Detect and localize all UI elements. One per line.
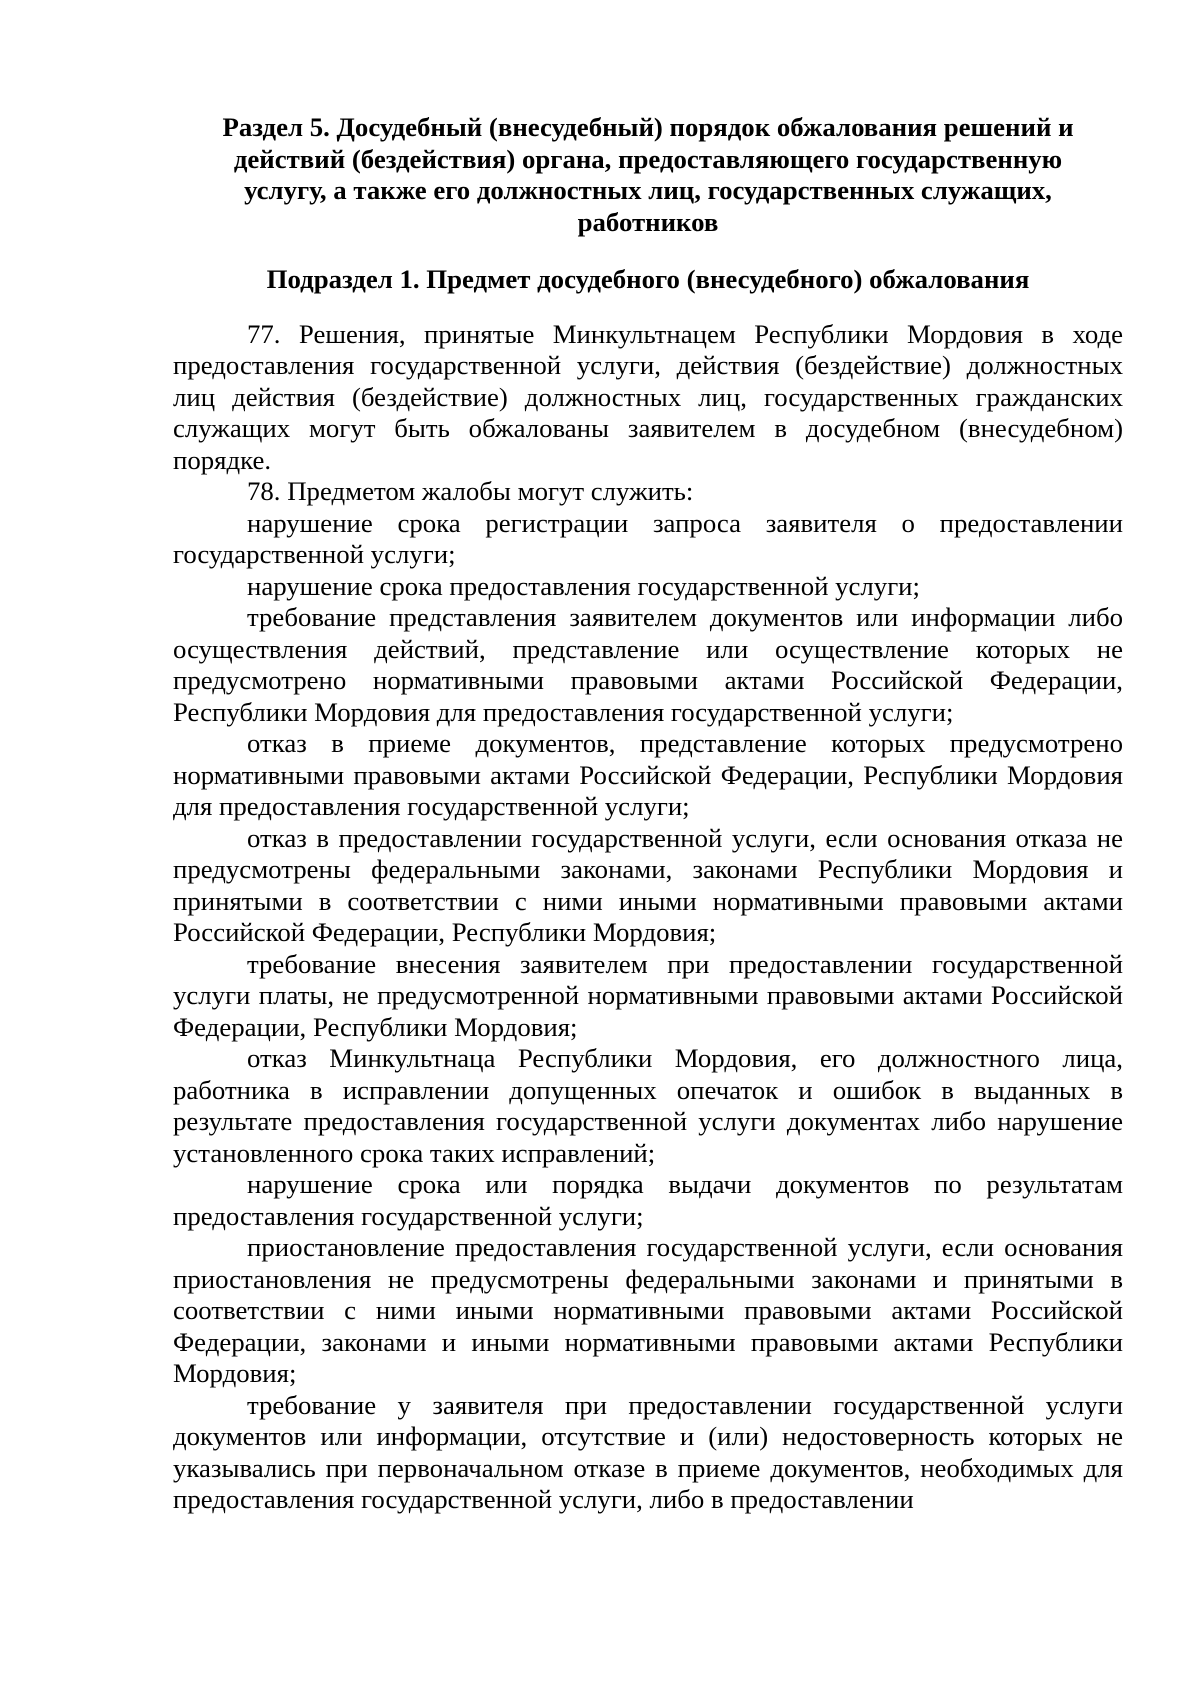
list-item: нарушение срока или порядка выдачи документов по результатам предоставления государственной услуги; (173, 1169, 1123, 1231)
list-item: приостановление предоставления государственной услуги, если основания приостановления не предусмотрены федеральными законами и принятыми в соответствии с ними иными нормативными правовыми актами Российской Федерации, законами и иными нормативными правовыми актами Республики Мордовия; (173, 1232, 1123, 1388)
list-item: отказ Минкультнаца Республики Мордовия, его должностного лица, работника в исправлении допущенных опечаток и ошибок в выданных в результате предоставления государственной услуги документах либо нарушение установленного срока таких исправлений; (173, 1043, 1123, 1168)
list-item: требование у заявителя при предоставлении государственной услуги документов или информации, отсутствие и (или) недостоверность которых не указывались при первоначальном отказе в приеме документов, необходимых для предоставления государственной услуги, либо в предоставлении (173, 1389, 1123, 1514)
list-item: нарушение срока регистрации запроса заявителя о предоставлении государственной услуги; (173, 507, 1123, 569)
paragraph-78: 78. Предметом жалобы могут служить: (247, 476, 694, 506)
document-body (173, 319, 1123, 1516)
paragraph-77: 77. Решения, принятые Минкультнацем Республики Мордовия в ходе предоставления государственной услуги, действия (бездействие) должностных лиц действия (бездействие) должностных лиц, государственных гражданских служащих могут быть обжалованы заявителем в досудебном (внесудебном) порядке. (173, 318, 1123, 475)
list-item: требование внесения заявителем при предоставлении государственной услуги платы, не предусмотренной нормативными правовыми актами Российской Федерации, Республики Мордовия; (173, 948, 1123, 1042)
subsection-title: Подраздел 1. Предмет досудебного (внесудебного) обжалования (266, 264, 1030, 294)
document-page (173, 112, 1123, 1516)
list-item: отказ в приеме документов, представление которых предусмотрено нормативными правовыми актами Российской Федерации, Республики Мордовия для предоставления государственной услуги; (173, 728, 1123, 821)
section-title: Раздел 5. Досудебный (внесудебный) порядок обжалования решений и действий (бездействия) органа, предоставляющего государственную услугу, а также его должностных лиц, государственных служащих, работников (222, 112, 1074, 237)
list-item: отказ в предоставлении государственной услуги, если основания отказа не предусмотрены федеральными законами, законами Республики Мордовия и принятыми в соответствии с ними иными нормативными правовыми актами Российской Федерации, Республики Мордовия; (173, 822, 1123, 947)
list-item: нарушение срока предоставления государственной услуги; (247, 570, 920, 601)
list-item: требование представления заявителем документов или информации либо осуществления действий, представление или осуществление которых не предусмотрено нормативными правовыми актами Российской Федерации, Республики Мордовия для предоставления государственной услуги; (173, 602, 1123, 727)
